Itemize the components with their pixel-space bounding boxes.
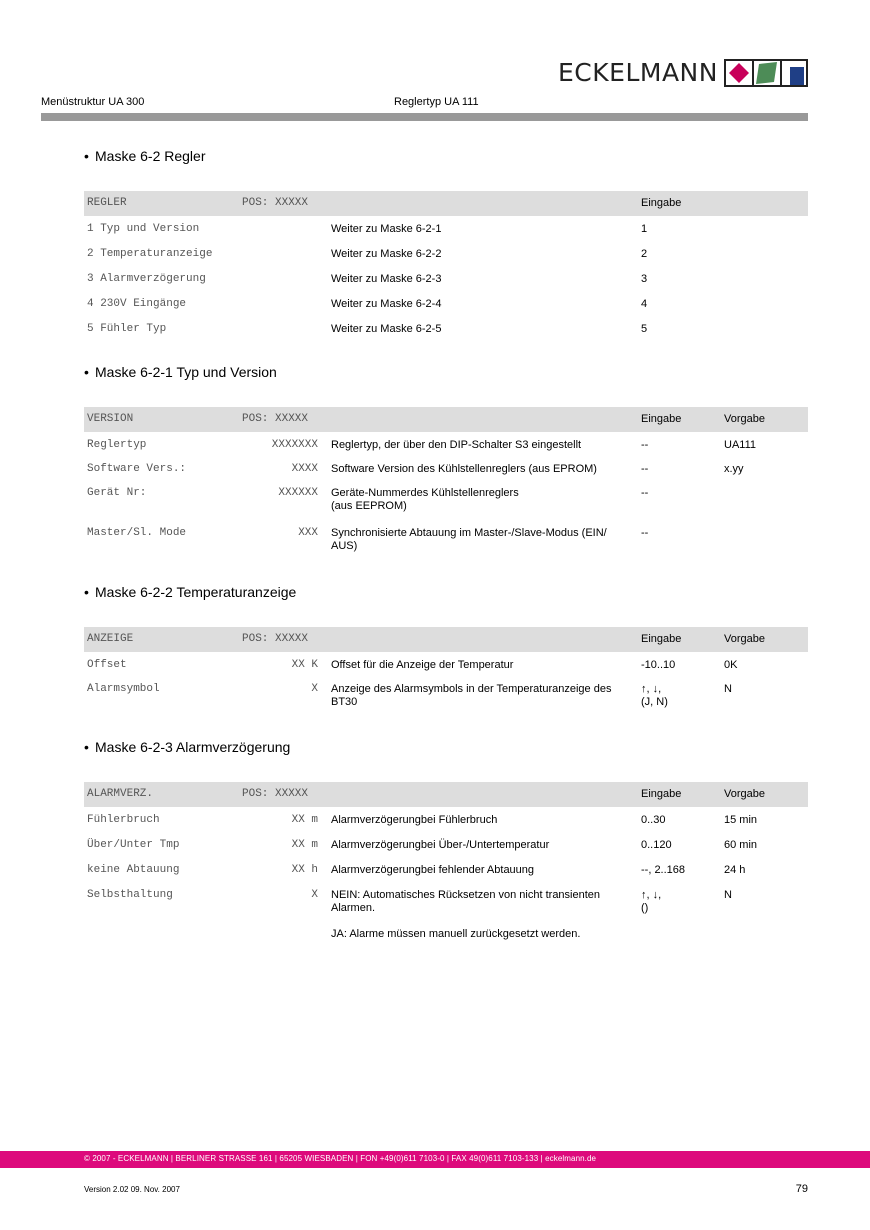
table-cell: 5 <box>641 323 648 335</box>
table-cell: Software Version des Kühlstellenreglers (aus EPROM) <box>331 463 597 475</box>
table-row <box>84 807 808 832</box>
table-header-cell <box>328 782 638 807</box>
table-row <box>84 291 808 316</box>
table-cell: x.yy <box>724 463 744 475</box>
table-cell: XX K <box>291 659 318 671</box>
table-header-cell: Eingabe <box>638 407 721 432</box>
table-cell: 2 Temperaturanzeige <box>87 248 213 260</box>
table-header-row <box>84 627 808 652</box>
eckelmann-squares-icon <box>724 59 808 87</box>
table-cell: Reglertyp <box>87 439 147 451</box>
table-header-cell: Eingabe <box>638 782 721 807</box>
table-header-cell: VERSION <box>84 407 239 432</box>
table-row <box>84 676 808 716</box>
table-cell: X <box>311 683 318 695</box>
table-row <box>84 432 808 456</box>
table-cell: 4 230V Eingänge <box>87 298 187 310</box>
table-row <box>84 480 808 520</box>
table-cell: Reglertyp, der über den DIP-Schalter S3 eingestellt <box>331 439 582 451</box>
table-cell: XX h <box>291 864 318 876</box>
table-cell: Anzeige des Alarmsymbols in der Temperaturanzeige des BT30 <box>331 683 612 708</box>
section-title: • Maske 6-2 Regler <box>84 148 206 164</box>
table-header-row <box>84 407 808 432</box>
table-cell: Weiter zu Maske 6-2-1 <box>331 223 442 235</box>
table-header-cell: POS: XXXXX <box>239 627 328 652</box>
table-header-cell <box>328 627 638 652</box>
table-cell: Alarmverzögerungbei fehlender Abtauung <box>331 864 535 876</box>
table-cell: N <box>724 889 732 901</box>
table-cell: -- <box>641 439 649 451</box>
section-title: • Maske 6-2-3 Alarmverzögerung <box>84 739 291 755</box>
header-left: Menüstruktur UA 300 <box>41 96 145 108</box>
table-row <box>84 241 808 266</box>
table-cell: ↑, ↓, (J, N) <box>641 683 668 708</box>
table-row <box>84 857 808 882</box>
table-header-cell: Vorgabe <box>721 782 808 807</box>
table-cell: N <box>724 683 732 695</box>
table-cell <box>721 241 808 266</box>
section-title: • Maske 6-2-2 Temperaturanzeige <box>84 584 297 600</box>
table-cell: keine Abtauung <box>87 864 180 876</box>
table-cell: Alarmsymbol <box>87 683 160 695</box>
table-cell: Weiter zu Maske 6-2-3 <box>331 273 442 285</box>
table-header-cell <box>328 407 638 432</box>
table-cell: XX m <box>291 839 318 851</box>
table-row <box>84 882 808 942</box>
table-cell: 0..30 <box>641 814 666 826</box>
table-cell: -- <box>641 487 649 499</box>
table-row <box>84 520 808 560</box>
version-info: Version 2.02 09. Nov. 2007 <box>84 1185 180 1194</box>
table-cell: Gerät Nr: <box>87 487 147 499</box>
table-row <box>84 316 808 336</box>
table-cell: NEIN: Automatisches Rücksetzen von nicht transienten Alarmen. JA: Alarme müssen manuell zurückgesetzt werden. <box>331 889 601 940</box>
table-header-cell: POS: XXXXX <box>239 407 328 432</box>
table-header-row <box>84 191 808 216</box>
table-cell: Weiter zu Maske 6-2-2 <box>331 248 442 260</box>
table-cell: 2 <box>641 248 648 260</box>
brand-name: ECKELMANN <box>558 58 718 87</box>
table-cell <box>721 316 808 336</box>
table-header-row <box>84 782 808 807</box>
table-cell: UA111 <box>724 439 757 451</box>
table-cell: 1 <box>641 223 648 235</box>
table-cell: ↑, ↓, () <box>641 889 662 914</box>
section-title: • Maske 6-2-1 Typ und Version <box>84 364 277 380</box>
table-cell: Geräte-Nummerdes Kühlstellenreglers (aus EEPROM) <box>331 487 519 512</box>
table-cell: Weiter zu Maske 6-2-5 <box>331 323 442 335</box>
table-cell <box>239 216 328 241</box>
table-cell: 15 min <box>724 814 758 826</box>
table-cell: XXXXXXX <box>271 439 318 451</box>
table-cell: 3 Alarmverzögerung <box>87 273 206 285</box>
table-cell <box>721 216 808 241</box>
table-cell: -- <box>641 527 649 539</box>
table-cell <box>239 316 328 336</box>
table-cell <box>721 520 808 560</box>
table-cell <box>239 266 328 291</box>
table-cell: 4 <box>641 298 648 310</box>
table-cell: XXXX <box>291 463 318 475</box>
table-header-cell <box>721 191 808 216</box>
table-cell: Offset für die Anzeige der Temperatur <box>331 659 514 671</box>
table-cell <box>721 291 808 316</box>
header-middle: Reglertyp UA 111 <box>394 96 479 108</box>
table-cell: 0..120 <box>641 839 672 851</box>
header-bar <box>41 113 808 121</box>
table-cell: 60 min <box>724 839 758 851</box>
table-header-cell: REGLER <box>84 191 239 216</box>
table-header-cell: Vorgabe <box>721 627 808 652</box>
table-row <box>84 832 808 857</box>
table-cell <box>721 480 808 520</box>
mask-table <box>84 191 808 336</box>
table-row <box>84 652 808 676</box>
table-cell: X <box>311 889 318 901</box>
table-header-cell <box>328 191 638 216</box>
table-cell: --, 2..168 <box>641 864 686 876</box>
table-cell: Weiter zu Maske 6-2-4 <box>331 298 442 310</box>
table-cell: XX m <box>291 814 318 826</box>
table-header-cell: ANZEIGE <box>84 627 239 652</box>
page-number: 79 <box>795 1183 808 1195</box>
table-cell: Alarmverzögerungbei Fühlerbruch <box>331 814 498 826</box>
table-cell: Fühlerbruch <box>87 814 160 826</box>
table-cell: XXX <box>298 527 318 539</box>
footer-copyright: © 2007 - ECKELMANN | BERLINER STRASSE 161 | 65205 WIESBADEN | FON +49(0)611 7103-0 | FAX 49(0)611 7103-133 | eckelmann.de <box>84 1154 597 1163</box>
table-row <box>84 456 808 480</box>
table-cell: Selbsthaltung <box>87 889 173 901</box>
table-cell <box>239 291 328 316</box>
table-header-cell: Eingabe <box>638 627 721 652</box>
table-cell: Master/Sl. Mode <box>87 527 187 539</box>
table-cell: 24 h <box>724 864 746 876</box>
table-cell: Software Vers.: <box>87 463 187 475</box>
table-header-cell: POS: XXXXX <box>239 191 328 216</box>
table-row <box>84 216 808 241</box>
table-cell <box>239 241 328 266</box>
table-header-cell: ALARMVERZ. <box>84 782 239 807</box>
mask-table <box>84 782 808 942</box>
table-header-cell: Eingabe <box>638 191 721 216</box>
table-header-cell: Vorgabe <box>721 407 808 432</box>
table-header-cell: POS: XXXXX <box>239 782 328 807</box>
table-cell: 5 Fühler Typ <box>87 323 167 335</box>
table-row <box>84 266 808 291</box>
table-cell: Alarmverzögerungbei Über-/Untertemperatur <box>331 839 550 851</box>
table-cell <box>721 266 808 291</box>
table-cell: XXXXXX <box>278 487 318 499</box>
table-cell: Über/Unter Tmp <box>87 839 180 851</box>
table-cell: -10..10 <box>641 659 676 671</box>
table-cell: Synchronisierte Abtauung im Master-/Slave-Modus (EIN/ AUS) <box>331 527 607 552</box>
table-cell: Offset <box>87 659 127 671</box>
mask-table <box>84 627 808 716</box>
mask-table <box>84 407 808 560</box>
table-cell: 1 Typ und Version <box>87 223 200 235</box>
table-cell: 3 <box>641 273 648 285</box>
table-cell: -- <box>641 463 649 475</box>
table-cell: 0K <box>724 659 738 671</box>
brand-logo <box>558 58 808 88</box>
